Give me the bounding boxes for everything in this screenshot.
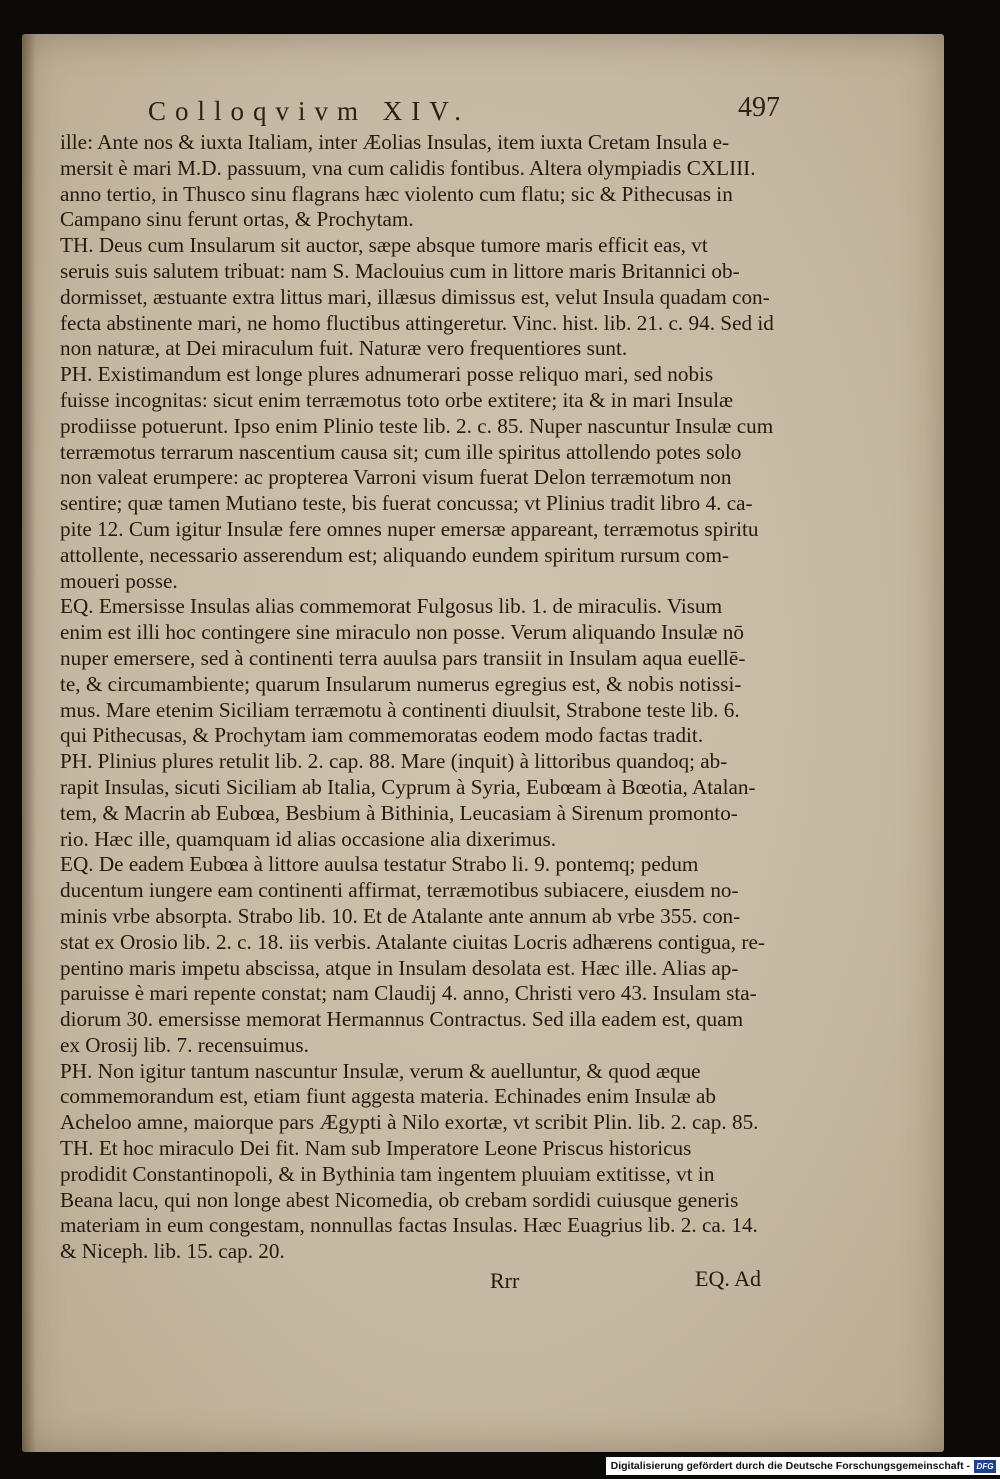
text-line: prodidit Constantinopoli, & in Bythinia tam ingentem pluuiam extitisse, vt in xyxy=(60,1161,715,1186)
text-line: pentino maris impetu abscissa, atque in Insulam desolata est. Hæc ille. Alias ap- xyxy=(60,955,739,980)
text-line: Beana lacu, qui non longe abest Nicomedia, ob crebam sordidi cuiusque generis xyxy=(60,1187,739,1212)
text-line: TH. Deus cum Insularum sit auctor, sæpe absque tumore maris efficit eas, vt xyxy=(60,233,708,258)
footer-bar xyxy=(606,1457,1000,1475)
running-head: Colloqvivm XIV. xyxy=(148,96,471,126)
text-line: TH. Et hoc miraculo Dei fit. Nam sub Imperatore Leone Priscus historicus xyxy=(60,1136,692,1161)
text-line: seruis suis salutem tribuat: nam S. Maclouius cum in littore maris Britannici ob- xyxy=(60,258,740,283)
text-line: non valeat erumpere: ac propterea Varroni visum fuerat Delon terræmotum non xyxy=(60,465,732,490)
text-line: rapit Insulas, sicuti Siciliam ab Italia, Cyprum à Syria, Eubœam à Bœotia, Atalan- xyxy=(60,774,756,799)
text-line: diorum 30. emersisse memorat Hermannus Contractus. Sed illa eadem est, quam xyxy=(60,1007,744,1032)
body-text xyxy=(60,130,788,1265)
text-line: commemorandum est, etiam fiunt aggesta materia. Echinades enim Insulæ ab xyxy=(60,1084,717,1109)
text-line: EQ. Emersisse Insulas alias commemorat Fulgosus lib. 1. de miraculis. Visum xyxy=(60,594,723,619)
text-line: mus. Mare etenim Siciliam terræmotu à continenti diuulsit, Strabone teste lib. 6. xyxy=(60,697,740,722)
text-line: non naturæ, at Dei miraculum fuit. Naturæ vero frequentiores sunt. xyxy=(60,336,628,361)
text-line: anno tertio, in Thusco sinu flagrans hæc violento cum flatu; sic & Pithecusas in xyxy=(60,181,733,206)
text-line: Acheloo amne, maiorque pars Ægypti à Nilo exortæ, vt scribit Plin. lib. 2. cap. 85. xyxy=(60,1110,759,1135)
text-line: ille: Ante nos & iuxta Italiam, inter Æolias Insulas, item iuxta Cretam Insula e- xyxy=(60,130,730,154)
text-line: pite 12. Cum igitur Insulæ fere omnes nuper emersæ appareant, terræmotus spiritu xyxy=(60,516,759,541)
text-line: prodiisse potuerunt. Ipso enim Plinio teste lib. 2. c. 85. Nuper nascuntur Insulæ cum xyxy=(60,413,774,438)
dfg-logo-icon: DFG xyxy=(974,1460,996,1473)
text-line: moueri posse. xyxy=(60,568,178,593)
text-line: PH. Existimandum est longe plures adnumerari posse reliquo mari, sed nobis xyxy=(60,362,714,387)
text-line: qui Pithecusas, & Prochytam iam commemoratas eodem modo factas tradit. xyxy=(60,723,704,748)
text-line: mersit è mari M.D. passuum, vna cum calidis fontibus. Altera olympiadis CXLIII. xyxy=(60,155,756,180)
text-line: stat ex Orosio lib. 2. c. 18. iis verbis. Atalante ciuitas Locris adhærens contigua, re- xyxy=(60,929,765,954)
text-line: dormisset, æstuante extra littus mari, illæsus dimissus est, velut Insula quadam con- xyxy=(60,284,770,309)
signature-mark: Rrr xyxy=(490,1268,520,1293)
text-line: minis vrbe absorpta. Strabo lib. 10. Et de Atalante ante annum ab vrbe 355. con- xyxy=(60,903,741,928)
text-line: materiam in eum congestam, nonnullas factas Insulas. Hæc Euagrius lib. 2. ca. 14. xyxy=(60,1213,758,1238)
text-line: terræmotus terrarum nascentium causa sit; cum ille spiritus attollendo potes solo xyxy=(60,439,742,464)
text-line: & Niceph. lib. 15. cap. 20. xyxy=(60,1239,285,1264)
text-line: EQ. De eadem Eubœa à littore auulsa testatur Strabo li. 9. pontemq; pedum xyxy=(60,852,699,877)
text-line: sentire; quæ tamen Mutiano teste, bis fuerat concussa; vt Plinius tradit libro 4. ca- xyxy=(60,491,753,516)
text-line: ex Orosij lib. 7. recensuimus. xyxy=(60,1032,309,1057)
text-line: te, & circumambiente; quarum Insularum numerus egregius est, & nobis notissi- xyxy=(60,671,742,696)
text-line: PH. Non igitur tantum nascuntur Insulæ, verum & auelluntur, & quod æque xyxy=(60,1058,701,1083)
page-gutter-shadow xyxy=(22,34,36,1452)
text-line: fuisse incognitas: sicut enim terræmotus toto orbe extitere; ita & in mari Insulæ xyxy=(60,387,734,412)
text-line: ducentum iungere eam continenti affirmat, terræmotibus subiacere, eiusdem no- xyxy=(60,878,739,903)
text-line: rio. Hæc ille, quamquam id alias occasione alia dixerimus. xyxy=(60,826,557,851)
footer-credit: Digitalisierung gefördert durch die Deutsche Forschungsgemeinschaft - xyxy=(610,1460,970,1472)
text-line: nuper emersere, sed à continenti terra auulsa pars transiit in Insulam aqua euellē- xyxy=(60,645,746,670)
text-line: tem, & Macrin ab Eubœa, Besbium à Bithinia, Leucasiam à Sirenum promonto- xyxy=(60,800,738,825)
text-line: enim est illi hoc contingere sine miraculo non posse. Verum aliquando Insulæ nō xyxy=(60,620,744,645)
text-line: fecta abstinente mari, ne homo fluctibus attingeretur. Vinc. hist. lib. 21. c. 94. Sed id xyxy=(60,310,774,335)
text-line: Campano sinu ferunt ortas, & Prochytam. xyxy=(60,207,414,232)
text-line: attollente, necessario asserendum est; aliquando eundem spiritum rursum com- xyxy=(60,542,729,567)
catchword: EQ. Ad xyxy=(695,1266,761,1291)
text-line: paruisse è mari repente constat; nam Claudij 4. anno, Christi vero 43. Insulam sta- xyxy=(60,981,757,1006)
text-line: PH. Plinius plures retulit lib. 2. cap. 88. Mare (inquit) à littoribus quandoq; ab- xyxy=(60,749,728,774)
page-number: 497 xyxy=(738,92,780,123)
